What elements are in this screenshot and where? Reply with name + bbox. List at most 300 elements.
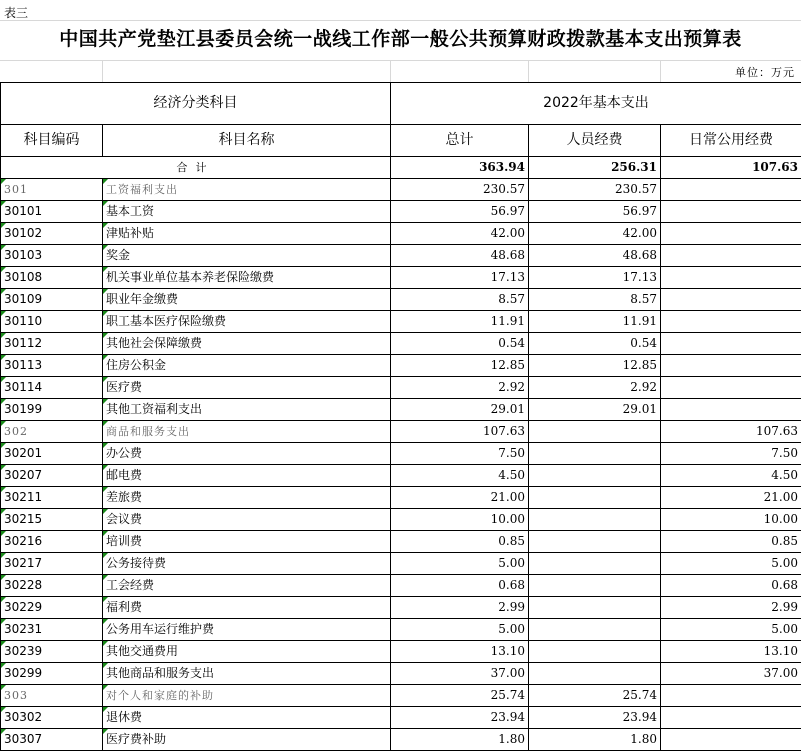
row-name[interactable] xyxy=(103,333,391,355)
row-name[interactable] xyxy=(103,245,391,267)
row-name-text: 职工基本医疗保险缴费 xyxy=(106,314,227,328)
row-name-text: 工资福利支出 xyxy=(106,183,178,196)
row-total-text: 17.13 xyxy=(490,270,525,284)
comment-marker-icon xyxy=(1,355,6,360)
budget-table xyxy=(0,82,801,751)
row-personnel[interactable] xyxy=(529,553,661,575)
table-row xyxy=(1,707,801,729)
header-name[interactable]: 科目名称 xyxy=(103,125,391,157)
comment-marker-icon xyxy=(1,377,6,382)
row-name[interactable] xyxy=(103,201,391,223)
row-name[interactable] xyxy=(103,641,391,663)
row-code-text: 30299 xyxy=(4,666,43,680)
row-public[interactable] xyxy=(661,487,801,509)
row-name-text: 其他社会保障缴费 xyxy=(106,336,203,350)
row-total[interactable] xyxy=(391,443,529,465)
row-total[interactable] xyxy=(391,553,529,575)
row-personnel[interactable] xyxy=(529,421,661,443)
row-personnel-text: 230.57 xyxy=(615,182,657,196)
row-code-text: 30102 xyxy=(4,226,43,240)
row-personnel[interactable] xyxy=(529,487,661,509)
table-row xyxy=(1,399,801,421)
table-row xyxy=(1,223,801,245)
row-total[interactable] xyxy=(391,465,529,487)
comment-marker-icon xyxy=(1,465,6,470)
comment-marker-icon xyxy=(1,729,6,734)
row-code-text: 30101 xyxy=(4,204,43,218)
row-personnel[interactable] xyxy=(529,245,661,267)
row-personnel[interactable] xyxy=(529,289,661,311)
row-name[interactable] xyxy=(103,355,391,377)
row-personnel[interactable] xyxy=(529,333,661,355)
row-public-text: 107.63 xyxy=(756,424,798,438)
row-public[interactable] xyxy=(661,311,801,333)
row-personnel[interactable] xyxy=(529,201,661,223)
comment-marker-icon xyxy=(103,509,108,514)
comment-marker-icon xyxy=(1,399,6,404)
row-total[interactable] xyxy=(391,223,529,245)
row-code[interactable] xyxy=(1,685,103,707)
comment-marker-icon xyxy=(103,729,108,734)
comment-marker-icon xyxy=(1,333,6,338)
row-total-text: 107.63 xyxy=(483,424,525,438)
row-name-text: 福利费 xyxy=(106,600,143,614)
row-code[interactable] xyxy=(1,443,103,465)
row-name[interactable] xyxy=(103,289,391,311)
row-total[interactable] xyxy=(391,311,529,333)
total-public[interactable]: 107.63 xyxy=(661,157,801,179)
row-code-text: 30211 xyxy=(4,490,43,504)
row-code-text: 30207 xyxy=(4,468,43,482)
row-code[interactable] xyxy=(1,333,103,355)
row-total[interactable] xyxy=(391,355,529,377)
row-public[interactable] xyxy=(661,201,801,223)
row-total[interactable] xyxy=(391,267,529,289)
row-name[interactable] xyxy=(103,267,391,289)
table-row xyxy=(1,333,801,355)
row-public[interactable] xyxy=(661,575,801,597)
row-total-text: 13.10 xyxy=(490,644,525,658)
row-personnel-text: 25.74 xyxy=(622,688,657,702)
row-public[interactable] xyxy=(661,619,801,641)
row-total[interactable] xyxy=(391,377,529,399)
row-total[interactable] xyxy=(391,245,529,267)
row-name-text: 其他交通费用 xyxy=(106,644,179,658)
row-personnel[interactable] xyxy=(529,575,661,597)
row-total[interactable] xyxy=(391,333,529,355)
row-public[interactable] xyxy=(661,509,801,531)
row-total-text: 48.68 xyxy=(490,248,525,262)
header-code[interactable]: 科目编码 xyxy=(1,125,103,157)
row-total[interactable] xyxy=(391,619,529,641)
row-name-text: 津贴补贴 xyxy=(106,226,155,240)
row-personnel[interactable] xyxy=(529,355,661,377)
comment-marker-icon xyxy=(1,289,6,294)
row-total-text: 37.00 xyxy=(490,666,525,680)
comment-marker-icon xyxy=(103,663,108,668)
row-personnel[interactable] xyxy=(529,531,661,553)
row-name-text: 商品和服务支出 xyxy=(106,425,190,438)
row-public[interactable] xyxy=(661,597,801,619)
row-personnel[interactable] xyxy=(529,707,661,729)
comment-marker-icon xyxy=(1,509,6,514)
grid-line xyxy=(390,60,391,82)
comment-marker-icon xyxy=(1,619,6,624)
comment-marker-icon xyxy=(103,201,108,206)
comment-marker-icon xyxy=(103,179,108,184)
comment-marker-icon xyxy=(103,553,108,558)
row-name-text: 退休费 xyxy=(106,710,143,724)
row-name[interactable] xyxy=(103,465,391,487)
grid-line xyxy=(0,60,801,61)
page-title: 中国共产党垫江县委员会统一战线工作部一般公共预算财政拨款基本支出预算表 xyxy=(59,28,742,50)
row-total-text: 1.80 xyxy=(498,732,525,746)
row-public-text: 21.00 xyxy=(763,490,798,504)
row-public[interactable] xyxy=(661,641,801,663)
row-code-text: 302 xyxy=(4,425,28,438)
row-public[interactable] xyxy=(661,531,801,553)
total-row xyxy=(1,157,801,179)
row-total[interactable] xyxy=(391,487,529,509)
row-total-text: 29.01 xyxy=(490,402,525,416)
row-code-text: 301 xyxy=(4,183,28,196)
comment-marker-icon xyxy=(103,267,108,272)
row-personnel[interactable] xyxy=(529,729,661,751)
header-economic-class[interactable]: 经济分类科目 xyxy=(1,83,391,125)
table-row xyxy=(1,729,801,751)
comment-marker-icon xyxy=(1,597,6,602)
row-personnel[interactable] xyxy=(529,597,661,619)
row-name[interactable] xyxy=(103,311,391,333)
comment-marker-icon xyxy=(103,487,108,492)
row-name-text: 医疗费 xyxy=(106,380,143,394)
header-basic-expenditure[interactable]: 2022年基本支出 xyxy=(391,83,801,125)
comment-marker-icon xyxy=(103,333,108,338)
row-name-text: 工会经费 xyxy=(106,578,155,592)
row-code[interactable] xyxy=(1,575,103,597)
row-personnel-text: 29.01 xyxy=(622,402,657,416)
row-code[interactable] xyxy=(1,531,103,553)
row-public[interactable] xyxy=(661,685,801,707)
row-public[interactable] xyxy=(661,377,801,399)
row-public[interactable] xyxy=(661,729,801,751)
comment-marker-icon xyxy=(1,267,6,272)
row-public-text: 37.00 xyxy=(763,666,798,680)
row-code[interactable] xyxy=(1,729,103,751)
row-total-text: 56.97 xyxy=(490,204,525,218)
row-total[interactable] xyxy=(391,399,529,421)
row-code-text: 30114 xyxy=(4,380,43,394)
row-name-text: 其他工资福利支出 xyxy=(106,402,203,416)
row-name[interactable] xyxy=(103,619,391,641)
row-code[interactable] xyxy=(1,201,103,223)
row-name-text: 医疗费补助 xyxy=(106,732,167,746)
table-row xyxy=(1,575,801,597)
row-public-text: 5.00 xyxy=(771,622,798,636)
row-name[interactable] xyxy=(103,597,391,619)
header-personnel[interactable]: 人员经费 xyxy=(529,125,661,157)
row-total[interactable] xyxy=(391,663,529,685)
row-code[interactable] xyxy=(1,179,103,201)
row-public-text: 7.50 xyxy=(771,446,798,460)
row-public[interactable] xyxy=(661,267,801,289)
comment-marker-icon xyxy=(103,575,108,580)
row-name[interactable] xyxy=(103,443,391,465)
comment-marker-icon xyxy=(1,179,6,184)
comment-marker-icon xyxy=(103,399,108,404)
table-row xyxy=(1,289,801,311)
total-total[interactable]: 363.94 xyxy=(391,157,529,179)
row-personnel-text: 8.57 xyxy=(630,292,657,306)
row-name[interactable] xyxy=(103,399,391,421)
row-total[interactable] xyxy=(391,729,529,751)
row-personnel[interactable] xyxy=(529,223,661,245)
row-code-text: 30215 xyxy=(4,512,43,526)
row-code-text: 30307 xyxy=(4,732,43,746)
row-total-text: 8.57 xyxy=(498,292,525,306)
comment-marker-icon xyxy=(1,641,6,646)
comment-marker-icon xyxy=(1,663,6,668)
row-total-text: 0.54 xyxy=(498,336,525,350)
row-code[interactable] xyxy=(1,311,103,333)
row-public[interactable] xyxy=(661,333,801,355)
row-name[interactable] xyxy=(103,707,391,729)
table-row xyxy=(1,377,801,399)
row-total[interactable] xyxy=(391,289,529,311)
comment-marker-icon xyxy=(103,597,108,602)
row-personnel[interactable] xyxy=(529,465,661,487)
row-total[interactable] xyxy=(391,685,529,707)
row-code-text: 30112 xyxy=(4,336,43,350)
grid-line xyxy=(102,60,103,82)
comment-marker-icon xyxy=(103,465,108,470)
row-code[interactable] xyxy=(1,399,103,421)
row-code[interactable] xyxy=(1,223,103,245)
row-personnel[interactable] xyxy=(529,179,661,201)
row-code[interactable] xyxy=(1,641,103,663)
row-personnel[interactable] xyxy=(529,267,661,289)
table-row xyxy=(1,465,801,487)
comment-marker-icon xyxy=(103,377,108,382)
row-personnel[interactable] xyxy=(529,685,661,707)
comment-marker-icon xyxy=(1,487,6,492)
row-total-text: 5.00 xyxy=(498,556,525,570)
row-personnel[interactable] xyxy=(529,399,661,421)
row-name-text: 住房公积金 xyxy=(106,358,167,372)
row-total-text: 0.68 xyxy=(498,578,525,592)
row-total[interactable] xyxy=(391,641,529,663)
table-row xyxy=(1,641,801,663)
grid-line xyxy=(660,60,661,82)
header-public[interactable]: 日常公用经费 xyxy=(661,125,801,157)
row-code-text: 30103 xyxy=(4,248,43,262)
row-code[interactable] xyxy=(1,465,103,487)
row-name[interactable] xyxy=(103,685,391,707)
row-code[interactable] xyxy=(1,707,103,729)
row-code[interactable] xyxy=(1,377,103,399)
row-public[interactable] xyxy=(661,443,801,465)
row-name-text: 公务接待费 xyxy=(106,556,167,570)
row-personnel-text: 48.68 xyxy=(622,248,657,262)
row-personnel[interactable] xyxy=(529,311,661,333)
row-personnel[interactable] xyxy=(529,641,661,663)
row-total-text: 0.85 xyxy=(498,534,525,548)
row-total-text: 11.91 xyxy=(490,314,525,328)
comment-marker-icon xyxy=(103,245,108,250)
row-code[interactable] xyxy=(1,267,103,289)
row-total-text: 23.94 xyxy=(490,710,525,724)
row-personnel[interactable] xyxy=(529,377,661,399)
row-public-text: 2.99 xyxy=(771,600,798,614)
header-row-group xyxy=(1,83,801,125)
row-public-text: 0.85 xyxy=(771,534,798,548)
row-total[interactable] xyxy=(391,531,529,553)
row-public[interactable] xyxy=(661,553,801,575)
row-total-text: 25.74 xyxy=(490,688,525,702)
comment-marker-icon xyxy=(103,443,108,448)
row-public[interactable] xyxy=(661,707,801,729)
row-total[interactable] xyxy=(391,509,529,531)
comment-marker-icon xyxy=(103,707,108,712)
comment-marker-icon xyxy=(103,619,108,624)
table-row xyxy=(1,663,801,685)
row-public-text: 10.00 xyxy=(763,512,798,526)
row-name[interactable] xyxy=(103,509,391,531)
row-code[interactable] xyxy=(1,509,103,531)
row-code-text: 303 xyxy=(4,689,28,702)
table-row xyxy=(1,443,801,465)
comment-marker-icon xyxy=(1,443,6,448)
row-name[interactable] xyxy=(103,179,391,201)
row-public[interactable] xyxy=(661,179,801,201)
table-row xyxy=(1,267,801,289)
row-personnel-text: 0.54 xyxy=(630,336,657,350)
row-public[interactable] xyxy=(661,399,801,421)
row-personnel-text: 17.13 xyxy=(622,270,657,284)
sheet-label: 表三 xyxy=(4,6,29,20)
row-public[interactable] xyxy=(661,421,801,443)
row-name[interactable] xyxy=(103,531,391,553)
row-code[interactable] xyxy=(1,355,103,377)
row-name[interactable] xyxy=(103,553,391,575)
row-name-text: 会议费 xyxy=(106,512,143,526)
comment-marker-icon xyxy=(103,531,108,536)
row-personnel-text: 56.97 xyxy=(622,204,657,218)
row-code[interactable] xyxy=(1,245,103,267)
row-name-text: 培训费 xyxy=(106,534,143,548)
row-personnel[interactable] xyxy=(529,509,661,531)
category-row xyxy=(1,179,801,201)
row-total[interactable] xyxy=(391,575,529,597)
table-row xyxy=(1,509,801,531)
row-personnel[interactable] xyxy=(529,619,661,641)
row-total[interactable] xyxy=(391,421,529,443)
row-name-text: 公务用车运行维护费 xyxy=(106,622,215,636)
comment-marker-icon xyxy=(1,685,6,690)
row-name-text: 职业年金缴费 xyxy=(106,292,179,306)
row-public-text: 0.68 xyxy=(771,578,798,592)
row-name-text: 奖金 xyxy=(106,248,131,262)
row-code-text: 30302 xyxy=(4,710,43,724)
comment-marker-icon xyxy=(103,311,108,316)
row-public-text: 5.00 xyxy=(771,556,798,570)
row-name[interactable] xyxy=(103,663,391,685)
row-name[interactable] xyxy=(103,487,391,509)
table-row xyxy=(1,201,801,223)
row-code-text: 30228 xyxy=(4,578,43,592)
table-row xyxy=(1,531,801,553)
row-name-text: 基本工资 xyxy=(106,204,155,218)
comment-marker-icon xyxy=(1,201,6,206)
row-code[interactable] xyxy=(1,289,103,311)
row-code[interactable] xyxy=(1,619,103,641)
comment-marker-icon xyxy=(103,223,108,228)
row-code[interactable] xyxy=(1,663,103,685)
table-row xyxy=(1,355,801,377)
header-total[interactable]: 总计 xyxy=(391,125,529,157)
row-public[interactable] xyxy=(661,355,801,377)
row-name[interactable] xyxy=(103,575,391,597)
unit-label: 单位：万元 xyxy=(735,66,795,79)
row-total-text: 230.57 xyxy=(483,182,525,196)
comment-marker-icon xyxy=(1,311,6,316)
row-name-text: 邮电费 xyxy=(106,468,143,482)
row-total[interactable] xyxy=(391,707,529,729)
row-public[interactable] xyxy=(661,245,801,267)
row-total-text: 7.50 xyxy=(498,446,525,460)
row-total-text: 10.00 xyxy=(490,512,525,526)
row-personnel[interactable] xyxy=(529,663,661,685)
row-public[interactable] xyxy=(661,289,801,311)
row-name-text: 其他商品和服务支出 xyxy=(106,666,215,680)
table-row xyxy=(1,245,801,267)
row-public-text: 4.50 xyxy=(771,468,798,482)
row-name[interactable] xyxy=(103,377,391,399)
row-code-text: 30231 xyxy=(4,622,43,636)
row-total[interactable] xyxy=(391,597,529,619)
row-code[interactable] xyxy=(1,597,103,619)
comment-marker-icon xyxy=(1,575,6,580)
row-code[interactable] xyxy=(1,553,103,575)
row-code[interactable] xyxy=(1,421,103,443)
total-label[interactable]: 合计 xyxy=(1,157,391,179)
row-name-text: 机关事业单位基本养老保险缴费 xyxy=(106,270,275,284)
row-public[interactable] xyxy=(661,663,801,685)
row-total[interactable] xyxy=(391,201,529,223)
comment-marker-icon xyxy=(1,223,6,228)
row-code[interactable] xyxy=(1,487,103,509)
row-name[interactable] xyxy=(103,223,391,245)
row-personnel-text: 2.92 xyxy=(630,380,657,394)
table-row xyxy=(1,619,801,641)
comment-marker-icon xyxy=(1,531,6,536)
row-total[interactable] xyxy=(391,179,529,201)
table-row xyxy=(1,553,801,575)
row-name[interactable] xyxy=(103,729,391,751)
total-personnel[interactable]: 256.31 xyxy=(529,157,661,179)
comment-marker-icon xyxy=(103,641,108,646)
row-name[interactable] xyxy=(103,421,391,443)
row-code-text: 30108 xyxy=(4,270,43,284)
row-personnel-text: 1.80 xyxy=(630,732,657,746)
row-total-text: 12.85 xyxy=(490,358,525,372)
row-code-text: 30199 xyxy=(4,402,43,416)
row-total-text: 5.00 xyxy=(498,622,525,636)
row-personnel[interactable] xyxy=(529,443,661,465)
row-public[interactable] xyxy=(661,223,801,245)
row-public[interactable] xyxy=(661,465,801,487)
table-row xyxy=(1,487,801,509)
